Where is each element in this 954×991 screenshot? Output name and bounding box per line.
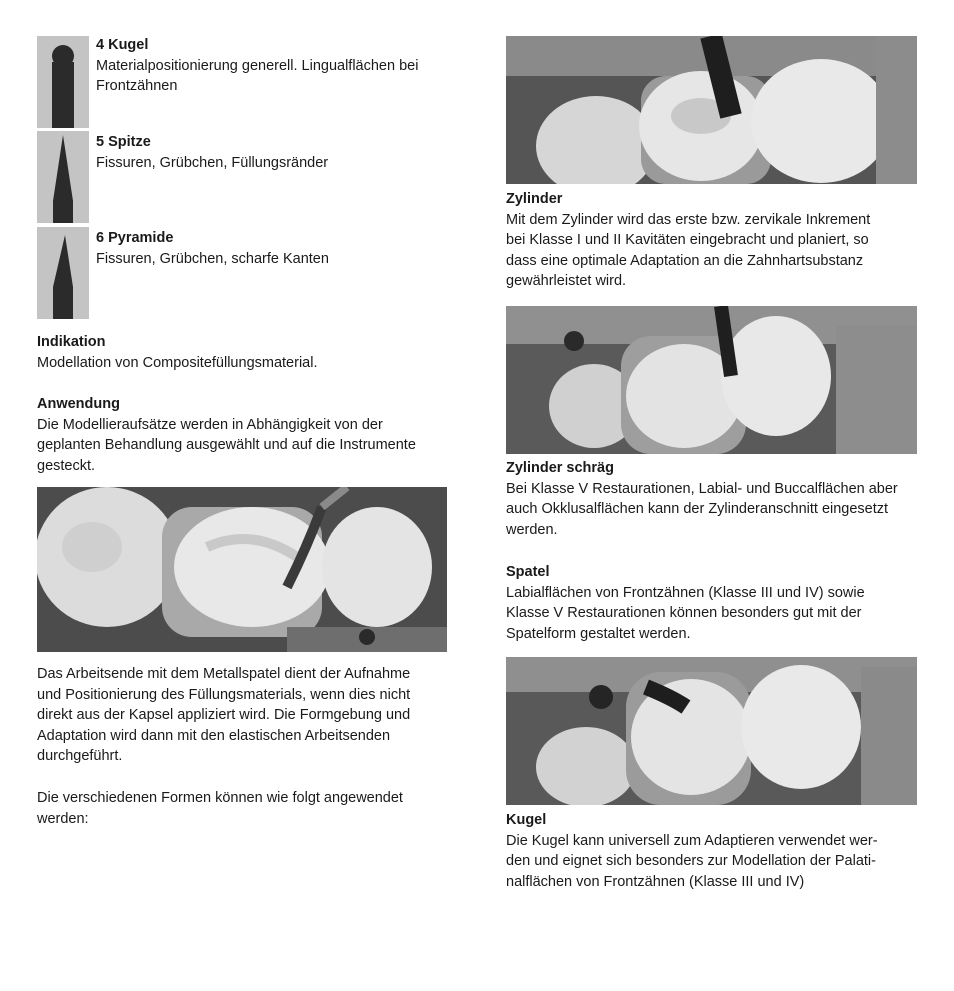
section-heading: Zylinder schräg	[506, 460, 614, 476]
section-text: Die Modellieraufsätze werden in Abhängigkeit von der	[37, 416, 383, 433]
kugel-section	[506, 810, 926, 892]
section-text: Modellation von Compositefüllungsmaterial.	[37, 354, 318, 371]
dental-photo-zylinder-schraeg	[506, 306, 917, 454]
tool-title: 6 Pyramide	[96, 230, 174, 246]
section-text: Bei Klasse V Restaurationen, Labial- und Buccalflächen aber	[506, 480, 898, 497]
section-text: bei Klasse I und II Kavitäten eingebracht und planiert, so	[506, 232, 869, 248]
paragraph-line: und Positionierung des Füllungsmaterials, wenn dies nicht	[37, 686, 411, 703]
section-text: gesteckt.	[37, 457, 96, 474]
section-heading: Kugel	[506, 812, 547, 828]
tool-description-line: Materialpositionierung generell. Lingualflächen bei	[96, 57, 419, 74]
section-heading: Zylinder	[506, 191, 563, 207]
section-text: Mit dem Zylinder wird das erste bzw. zervikale Inkrement	[506, 211, 871, 228]
section-text: werden.	[506, 521, 558, 538]
section-text: auch Okklusalflächen kann der Zylinderanschnitt eingesetzt	[506, 501, 889, 517]
section-text: gewährleistet wird.	[506, 273, 627, 289]
spatel-section	[506, 562, 926, 644]
body-paragraph	[37, 788, 457, 829]
paragraph-line: Das Arbeitsende mit dem Metallspatel dient der Aufnahme	[37, 666, 411, 682]
pointed-tip-icon	[37, 131, 89, 223]
ball-tip-icon	[37, 36, 89, 128]
body-paragraph	[37, 664, 457, 767]
paragraph-line: Die verschiedenen Formen können wie folgt angewendet	[37, 790, 403, 806]
zylinder-section	[506, 189, 926, 292]
section-text: dass eine optimale Adaptation an die Zahnhartsubstanz	[506, 252, 864, 269]
dental-photo-zylinder	[506, 36, 917, 184]
paragraph-line: direkt aus der Kapsel appliziert wird. Die Formgebung und	[37, 707, 411, 723]
section-text: Klasse V Restaurationen können besonders gut mit der	[506, 605, 862, 621]
dental-photo-spatula	[37, 487, 447, 652]
tool-description-line: Fissuren, Grübchen, scharfe Kanten	[96, 250, 329, 267]
section-heading: Spatel	[506, 564, 550, 580]
section-text: den und eignet sich besonders zur Modellation der Palati-	[506, 853, 876, 869]
section-text: Spatelform gestaltet werden.	[506, 625, 691, 642]
zylinder-schraeg-section	[506, 458, 936, 540]
section-text: Die Kugel kann universell zum Adaptieren verwendet wer-	[506, 832, 878, 849]
tool-title: 5 Spitze	[96, 134, 151, 150]
tool-description-line: Fissuren, Grübchen, Füllungsränder	[96, 154, 329, 171]
paragraph-line: werden:	[37, 810, 89, 827]
section-text: geplanten Behandlung ausgewählt und auf die Instrumente	[37, 437, 416, 453]
section-text: nalflächen von Frontzähnen (Klasse III und IV)	[506, 873, 805, 890]
section-text: Labialflächen von Frontzähnen (Klasse III und IV) sowie	[506, 584, 865, 601]
dental-photo-kugel	[506, 657, 917, 805]
tool-title: 4 Kugel	[96, 37, 149, 53]
paragraph-line: Adaptation wird dann mit den elastischen Arbeitsenden	[37, 727, 391, 744]
anwendung-section	[37, 394, 457, 476]
tool-description-line: Frontzähnen	[96, 78, 178, 94]
indikation-section	[37, 332, 457, 373]
pyramid-tip-icon	[37, 227, 89, 319]
section-heading: Indikation	[37, 334, 106, 350]
paragraph-line: durchgeführt.	[37, 748, 123, 764]
section-heading: Anwendung	[37, 396, 120, 412]
